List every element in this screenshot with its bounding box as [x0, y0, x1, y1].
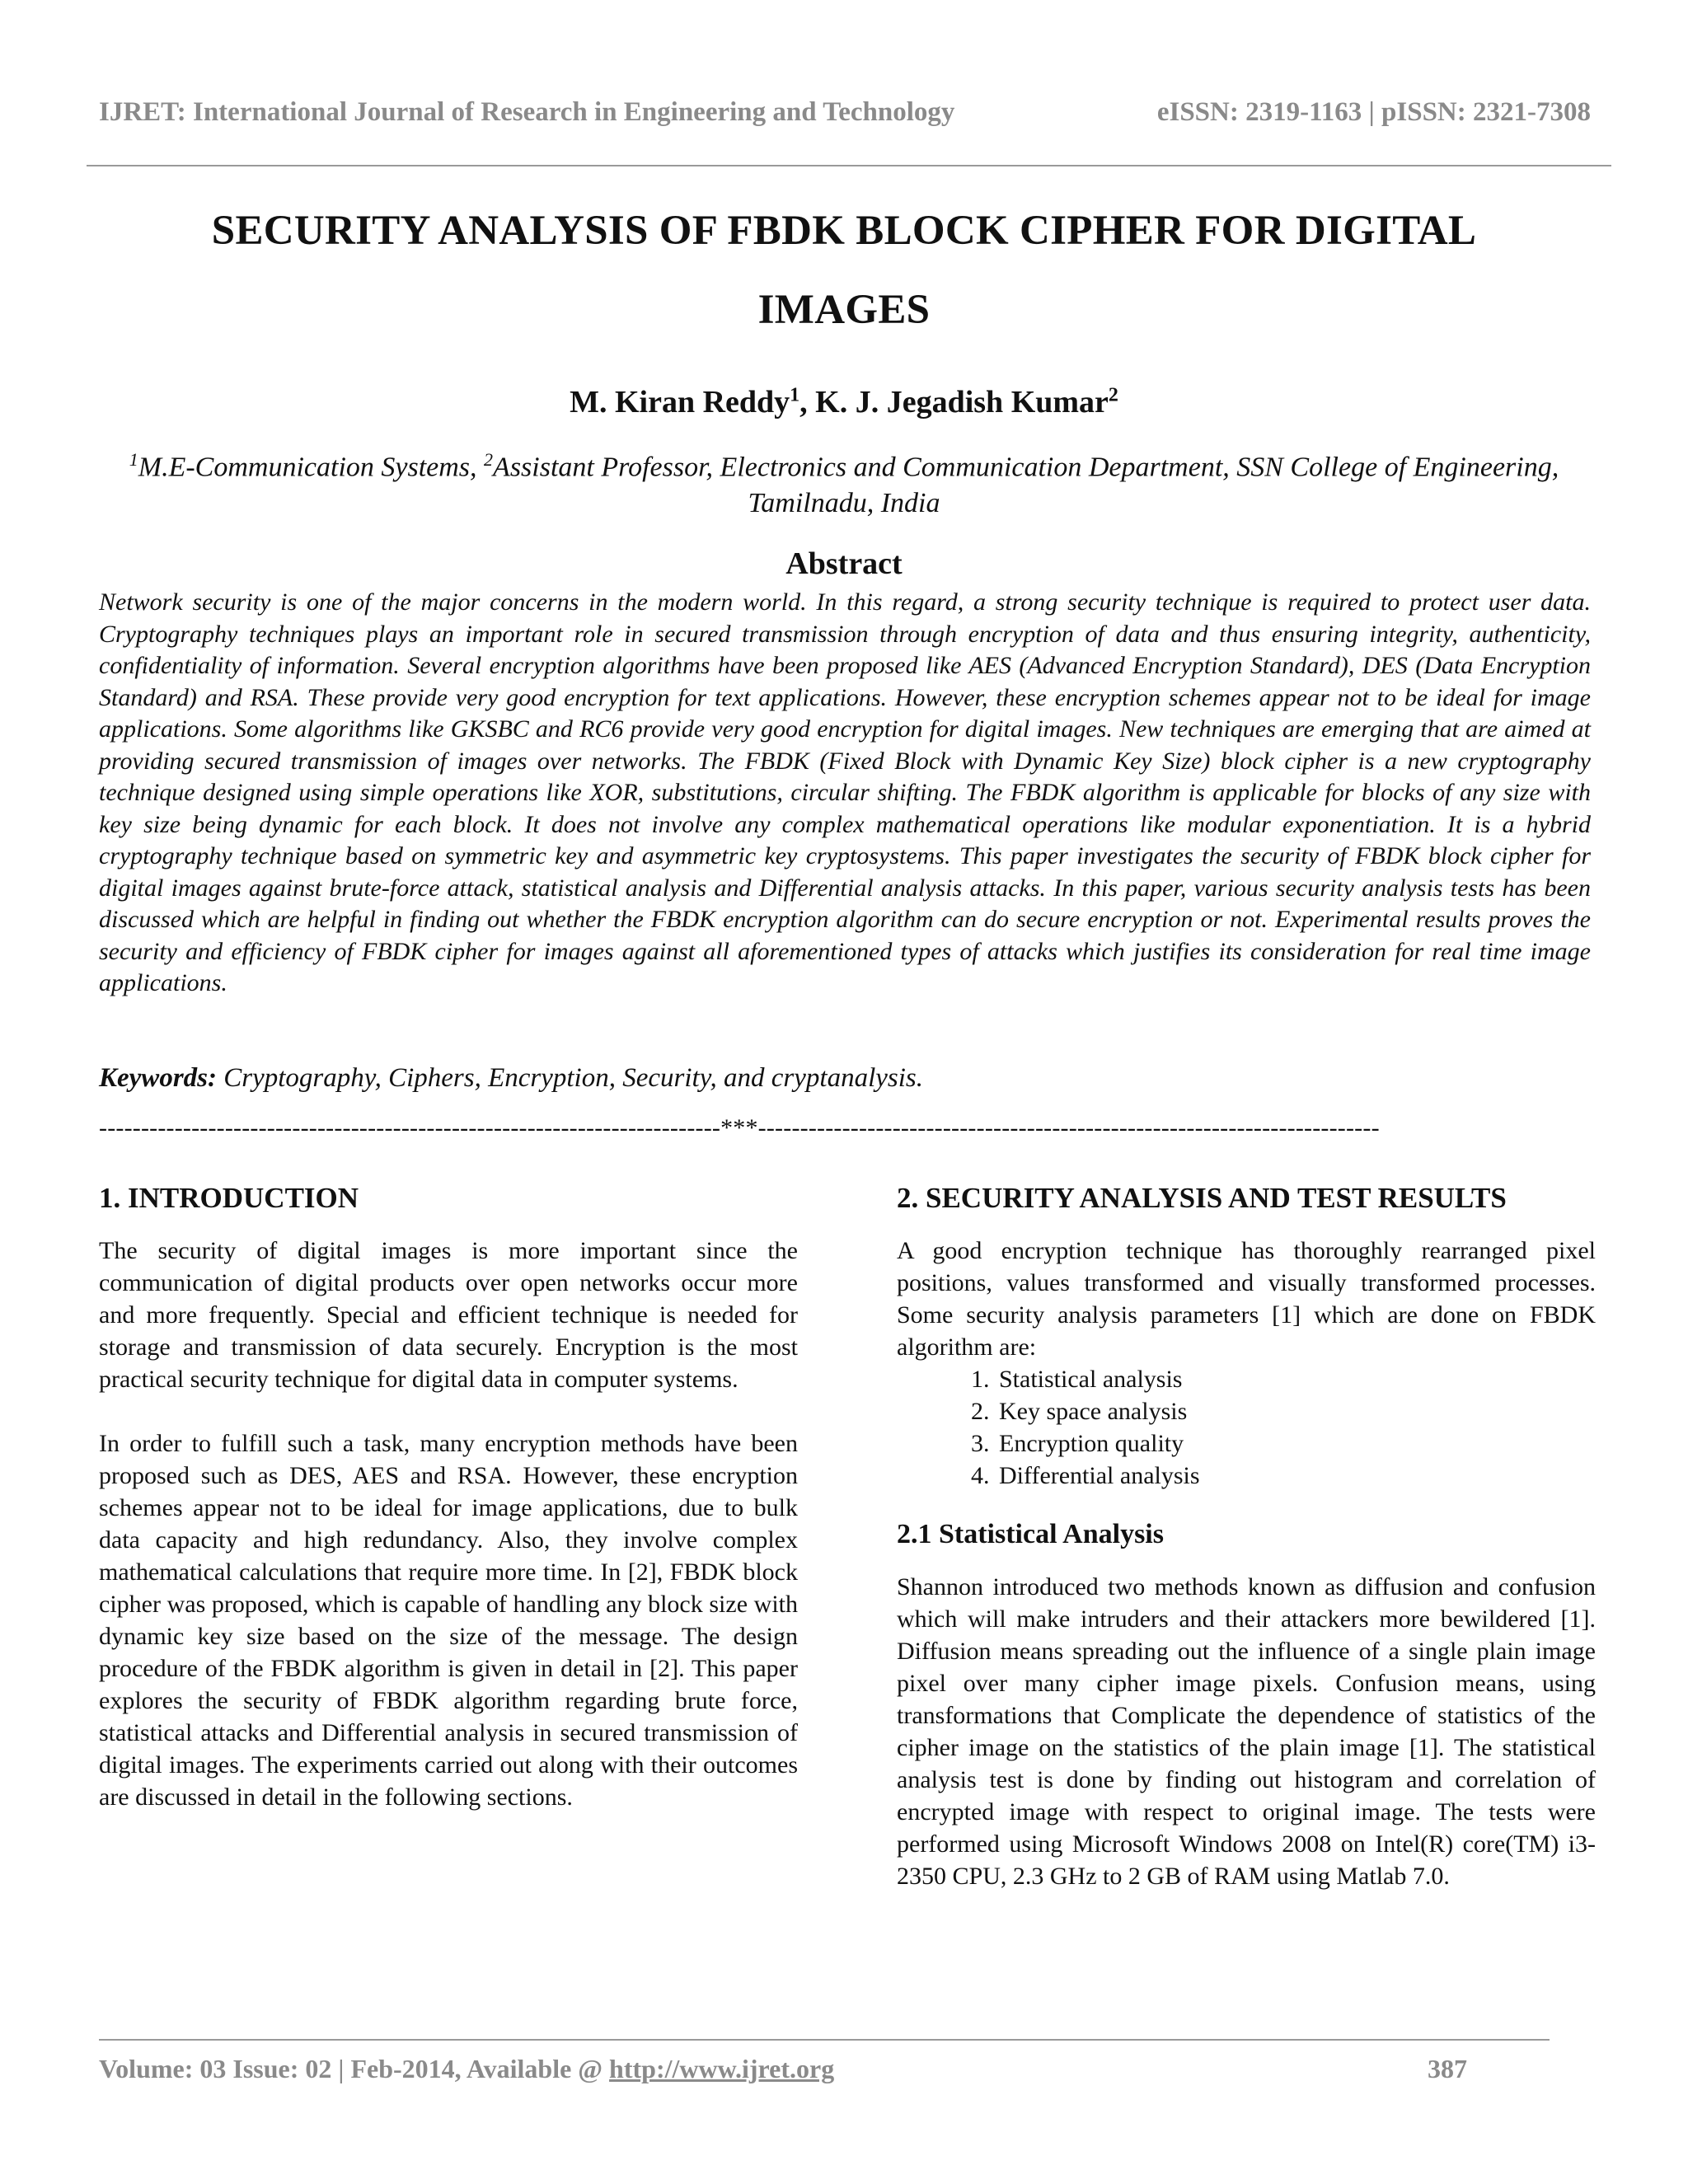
section-2-heading: 2. SECURITY ANALYSIS AND TEST RESULTS: [897, 1182, 1507, 1214]
running-header: [99, 97, 1591, 128]
running-footer: [99, 2054, 1467, 2084]
subsection-2-1-text: Shannon introduced two methods known as diffusion and confusion which will make intruders and their attackers more bewildered [1]. Diffusion means spreading out the influence of a single plain image pixel over many cipher image pixels. Confusion means, using transformations that Complicate the dependence of statistics of the cipher image on the statistics of the plain image [1]. The statistical analysis test is done by finding out histogram and correlation of encrypted image with respect to original image. The tests were performed using Microsoft Windows 2008 on Intel(R) core(TM) i3-2350 CPU, 2.3 GHz to 2 GB of RAM using Matlab 7.0.: [897, 1573, 1596, 1890]
list-item: 1. Statistical analysis: [996, 1363, 1596, 1395]
affiliation: [124, 442, 1564, 522]
abstract-heading: Abstract: [785, 546, 903, 581]
issn-numbers: eISSN: 2319-1163 | pISSN: 2321-7308: [1156, 97, 1591, 127]
footer-volume-text: Volume: 03 Issue: 02 | Feb-2014, Available @: [99, 2054, 610, 2083]
list-item: 2. Key space analysis: [996, 1395, 1596, 1427]
section-1-heading: 1. INTRODUCTION: [99, 1182, 359, 1214]
section-separator: --------------------------------------------------------------------------***--------------------------------------------------------------------------: [99, 1114, 1380, 1141]
left-column: [99, 1180, 798, 1813]
header-rule: [87, 165, 1611, 166]
keywords-text: Cryptography, Ciphers, Encryption, Security, and cryptanalysis.: [217, 1063, 924, 1093]
footer-volume: [99, 2054, 834, 2084]
section-1-paragraph: The security of digital images is more important since the communication of digital products over open networks occur more and more frequently. Special and efficient technique is needed for storage and transmission of data securely. Encryption is the most practical security technique for digital data in computer systems.: [99, 1237, 798, 1393]
right-column: [897, 1180, 1596, 1892]
page-number: 387: [1428, 2054, 1467, 2083]
section-2-intro: A good encryption technique has thoroughly rearranged pixel positions, values transformed and visually transformed processes. Some security analysis parameters [1] which are done on FBDK algorithm are:: [897, 1237, 1596, 1361]
footer-rule: [99, 2039, 1550, 2041]
list-item: 4. Differential analysis: [996, 1460, 1596, 1492]
list-item: 3. Encryption quality: [996, 1427, 1596, 1460]
author-2-sup: 2: [1108, 384, 1118, 406]
paper-title: SECURITY ANALYSIS OF FBDK BLOCK CIPHER FOR DIGITAL IMAGES: [211, 208, 1477, 333]
journal-name: IJRET: International Journal of Research in Engineering and Technology: [99, 97, 955, 127]
affil-sup-1: 1: [129, 449, 138, 470]
section-1-paragraph: In order to fulfill such a task, many encryption methods have been proposed such as DES, AES and RSA. However, these encryption schemes appear not to be ideal for image applications, due to bulk data capacity and high redundancy. Also, they involve complex mathematical calculations that require more time. In [2], FBDK block cipher was proposed, which is capable of handling any block size with dynamic key size based on the size of the message. The design procedure of the FBDK algorithm is given in detail in [2]. This paper explores the security of FBDK algorithm regarding brute force, statistical attacks and Differential analysis in secured transmission of digital images. The experiments carried out along with their outcomes are discussed in detail in the following sections.: [99, 1430, 798, 1811]
journal-url-link[interactable]: http://www.ijret.org: [609, 2054, 835, 2083]
keywords: [99, 1063, 1591, 1094]
author-separator: ,: [799, 385, 816, 419]
author-2: K. J. Jegadish Kumar: [815, 385, 1109, 419]
abstract-text: Network security is one of the major concerns in the modern world. In this regard, a strong security technique is required to protect user data. Cryptography techniques plays an important role in secured transmission through encryption of data and thus ensuring integrity, authenticity, confidentiality of information. Several encryption algorithms have been proposed like AES (Advanced Encryption Standard), DES (Data Encryption Standard) and RSA. These provide very good encryption for text applications. However, these encryption schemes appear not to be ideal for image applications. Some algorithms like GKSBC and RC6 provide very good encryption for digital images. New techniques are emerging that are aimed at providing secured transmission of images over networks. The FBDK (Fixed Block with Dynamic Key Size) block cipher is a new cryptography technique designed using simple operations like XOR, substitutions, circular shifting. The FBDK algorithm is applicable for blocks of any size with key size being dynamic for each block. It does not involve any complex mathematical operations like modular exponentiation. It is a hybrid cryptography technique based on symmetric key and asymmetric key cryptosystems. This paper investigates the security of FBDK block cipher for digital images against brute-force attack, statistical analysis and Differential analysis attacks. In this paper, various security analysis tests has been discussed which are helpful in finding out whether the FBDK encryption algorithm can do secure encryption or not. Experimental results proves the security and efficiency of FBDK cipher for images against all aforementioned types of attacks which justifies its consideration for real time image applications.: [99, 588, 1591, 996]
author-1-sup: 1: [790, 384, 800, 406]
subsection-2-1-heading: 2.1 Statistical Analysis: [897, 1519, 1164, 1549]
affil-part-2: Assistant Professor, Electronics and Communication Department, SSN College of Engineering, Tamilnadu, India: [493, 452, 1559, 519]
affil-sup-2: 2: [484, 449, 494, 470]
keywords-label: Keywords:: [99, 1063, 217, 1093]
analysis-list: [897, 1363, 1596, 1492]
affil-part-1: M.E-Communication Systems,: [138, 452, 485, 483]
author-line: [165, 384, 1523, 420]
author-1: M. Kiran Reddy: [570, 385, 790, 419]
